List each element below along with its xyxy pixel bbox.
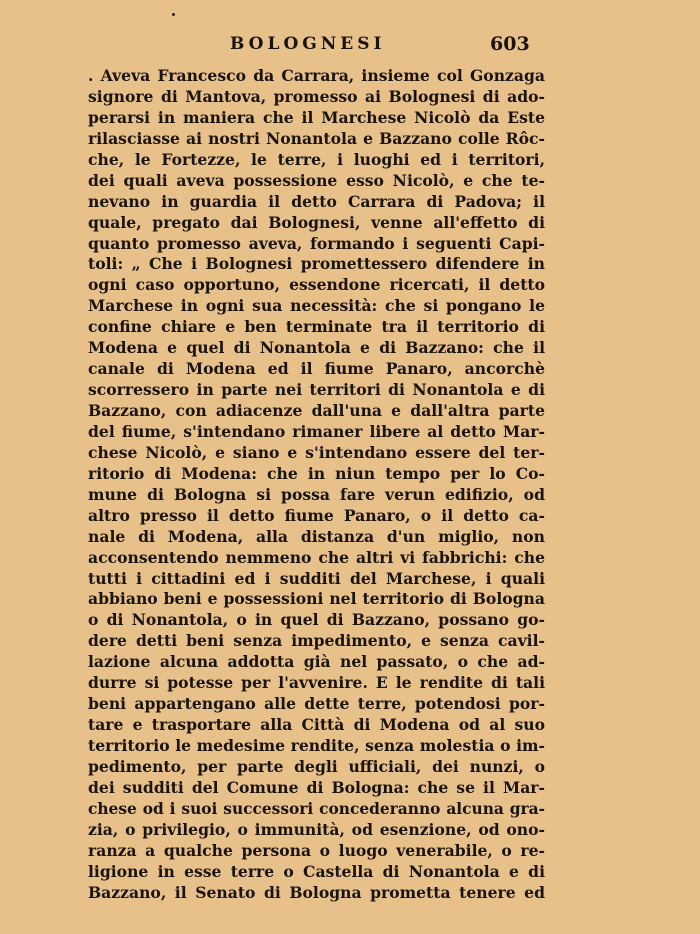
- text-line: Bazzano, con adiacenze dall'una e dall'altra parte: [88, 401, 545, 420]
- text-line: ligione in esse terre o Castella di Nonantola e di: [88, 861, 545, 881]
- text-line: quanto promesso aveva, formando i seguenti Capi-: [88, 233, 545, 253]
- text-line: scorressero in parte nei territori di Nonantola e di: [88, 380, 545, 400]
- text-line: che, le Fortezze, le terre, i luoghi ed i territori,: [88, 149, 545, 169]
- text-line: del fiume, s'intendano rimaner libere al detto Mar-: [88, 421, 545, 441]
- text-line: rilasciasse ai nostri Nonantola e Bazzano colle Rôc-: [88, 128, 545, 148]
- text-line: beni appartengano alle dette terre, potendosi por-: [88, 694, 545, 714]
- text-line: pedimento, per parte degli ufficiali, dei nunzi, o: [88, 756, 545, 776]
- body-text: [88, 66, 545, 904]
- text-line: chese Nicolò, e siano e s'intendano essere del ter-: [88, 442, 545, 462]
- page-number: 603: [490, 33, 530, 55]
- text-line: dei sudditi del Comune di Bologna: che se il Mar-: [88, 777, 545, 797]
- text-line: Marchese in ogni sua necessità: che si pongano le: [88, 296, 545, 316]
- text-line: mune di Bologna si possa fare verun edifizio, od: [88, 484, 545, 504]
- text-line: durre si potesse per l'avvenire. E le rendite di tali: [88, 673, 545, 693]
- text-line: quale, pregato dai Bolognesi, venne all'effetto di: [88, 212, 545, 232]
- text-line: signore di Mantova, promesso ai Bolognesi di ado-: [88, 86, 545, 106]
- text-line: tare e trasportare alla Città di Modena od al suo: [88, 715, 545, 735]
- running-title: BOLOGNESI: [230, 34, 386, 54]
- text-line: ranza a qualche persona o luogo venerabile, o re-: [88, 840, 545, 860]
- text-line: territorio le medesime rendite, senza molestia o im-: [88, 736, 545, 755]
- text-line: nale di Modena, alla distanza d'un miglio, non: [88, 526, 545, 546]
- text-line: ritorio di Modena: che in niun tempo per lo Co-: [88, 463, 545, 483]
- text-line: lazione alcuna addotta già nel passato, o che ad-: [88, 652, 545, 672]
- text-line: canale di Modena ed il fiume Panaro, ancorchè: [88, 359, 545, 379]
- text-line: dei quali aveva possessione esso Nicolò, e che te-: [88, 170, 545, 190]
- text-line: dere detti beni senza impedimento, e senza cavil-: [88, 631, 545, 651]
- text-line: o di Nonantola, o in quel di Bazzano, possano go-: [88, 610, 545, 630]
- text-line: zia, o privilegio, o immunità, od esenzione, od ono-: [88, 819, 545, 839]
- text-line: nevano in guardia il detto Carrara di Padova; il: [88, 191, 545, 211]
- text-line: . Aveva Francesco da Carrara, insieme col Gonzaga: [88, 66, 545, 85]
- text-line: confine chiare e ben terminate tra il territorio di: [88, 317, 545, 337]
- text-line: abbiano beni e possessioni nel territorio di Bologna: [88, 589, 545, 609]
- text-line: ogni caso opportuno, essendone ricercati, il detto: [88, 275, 545, 295]
- text-line: acconsentendo nemmeno che altri vi fabbrichi: che: [88, 547, 545, 567]
- text-line: perarsi in maniera che il Marchese Nicolò da Este: [88, 107, 545, 127]
- text-line: altro presso il detto fiume Panaro, o il detto ca-: [88, 505, 545, 525]
- text-line: Bazzano, il Senato di Bologna prometta tenere ed: [88, 882, 545, 902]
- ink-speck: [172, 13, 175, 16]
- text-line: tutti i cittadini ed i sudditi del Marchese, i quali: [88, 568, 545, 588]
- text-line: chese od i suoi successori concederanno alcuna gra-: [88, 799, 545, 818]
- text-line: toli: „ Che i Bolognesi promettessero difendere in: [88, 254, 545, 274]
- text-line: Modena e quel di Nonantola e di Bazzano: che il: [88, 338, 545, 358]
- running-head: [0, 34, 700, 58]
